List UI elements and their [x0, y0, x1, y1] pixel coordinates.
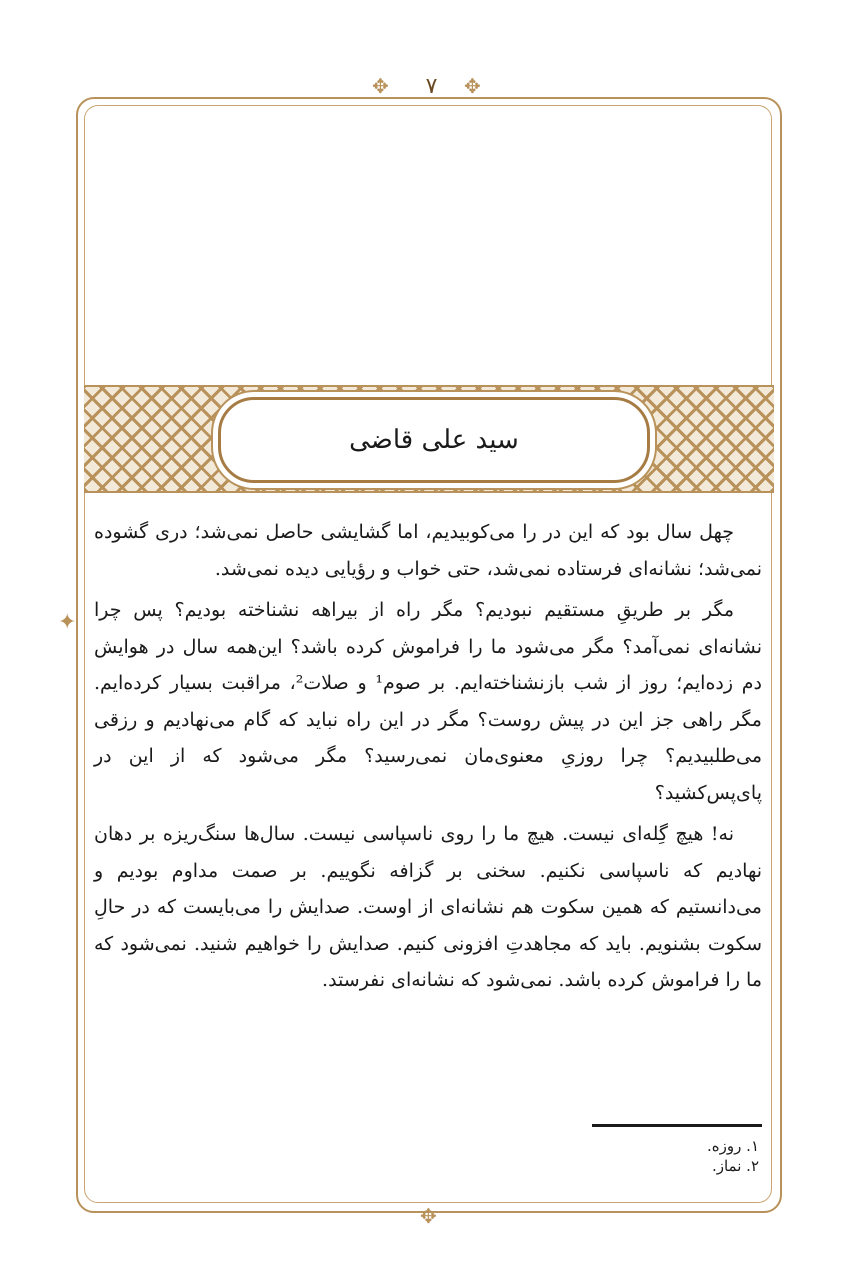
footnote-rule [592, 1124, 762, 1127]
body-text [94, 514, 762, 1004]
top-ornament-left-icon: ✥ [372, 74, 389, 98]
footnote: ۲. نماز. [711, 1157, 759, 1175]
chapter-title-box [218, 397, 650, 483]
footnote: ۱. روزه. [707, 1137, 759, 1155]
page-number: ۷ [425, 74, 438, 99]
chapter-title: سید علی قاضی [349, 425, 519, 455]
bottom-ornament-icon: ✥ [420, 1204, 437, 1228]
footnotes [707, 1136, 759, 1176]
paragraph: چهل سال بود که این در را می‌کوبیدیم، اما گشایشی حاصل نمی‌شد؛ دری گشوده نمی‌شد؛ نشانه‌ای فرستاده نمی‌شد، حتی خواب و رؤیایی دیده نمی‌شد. [94, 521, 762, 580]
top-ornament-right-icon: ✥ [464, 74, 481, 98]
paragraph: نه! هیچ گِله‌ای نیست. هیچ ما را روی ناسپاسی نیست. سال‌ها سنگ‌ریزه بر دهان نهادیم که ناسپاسی نکنیم. سخنی بر گزافه نگوییم. بر صمت مداوم بودیم و می‌دانستیم که همین سکوت هم نشانه‌ای از اوست. صدایش را می‌بایست که در حالِ سکوت بشنویم. باید که مجاهدتِ افزونی کنیم. صدایش را خواهیم شنید. نمی‌شود که ما را فراموش کرده باشد. نمی‌شود که نشانه‌ای نفرستد. [94, 823, 762, 991]
side-ornament-icon: ✦ [58, 610, 77, 635]
paragraph: مگر بر طریقِ مستقیم نبودیم؟ مگر راه از بیراهه نشناخته بودیم؟ پس چرا نشانه‌ای نمی‌آمد؟ مگر می‌شود ما را فراموش کرده باشد؟ این‌همه سال در هوایش دم زده‌ایم؛ روز از شب بازنشناخته‌ایم. بر صوم¹ و صلات²، مراقبت بسیار کرده‌ایم. مگر راهی جز این در پیش روست؟ مگر در این راه نباید که گام می‌نهادیم و رزقی می‌طلبیدیم؟ چرا روزیِ معنوی‌مان نمی‌رسید؟ مگر می‌شود که از این در پای‌پس‌کشید؟ [94, 599, 762, 804]
